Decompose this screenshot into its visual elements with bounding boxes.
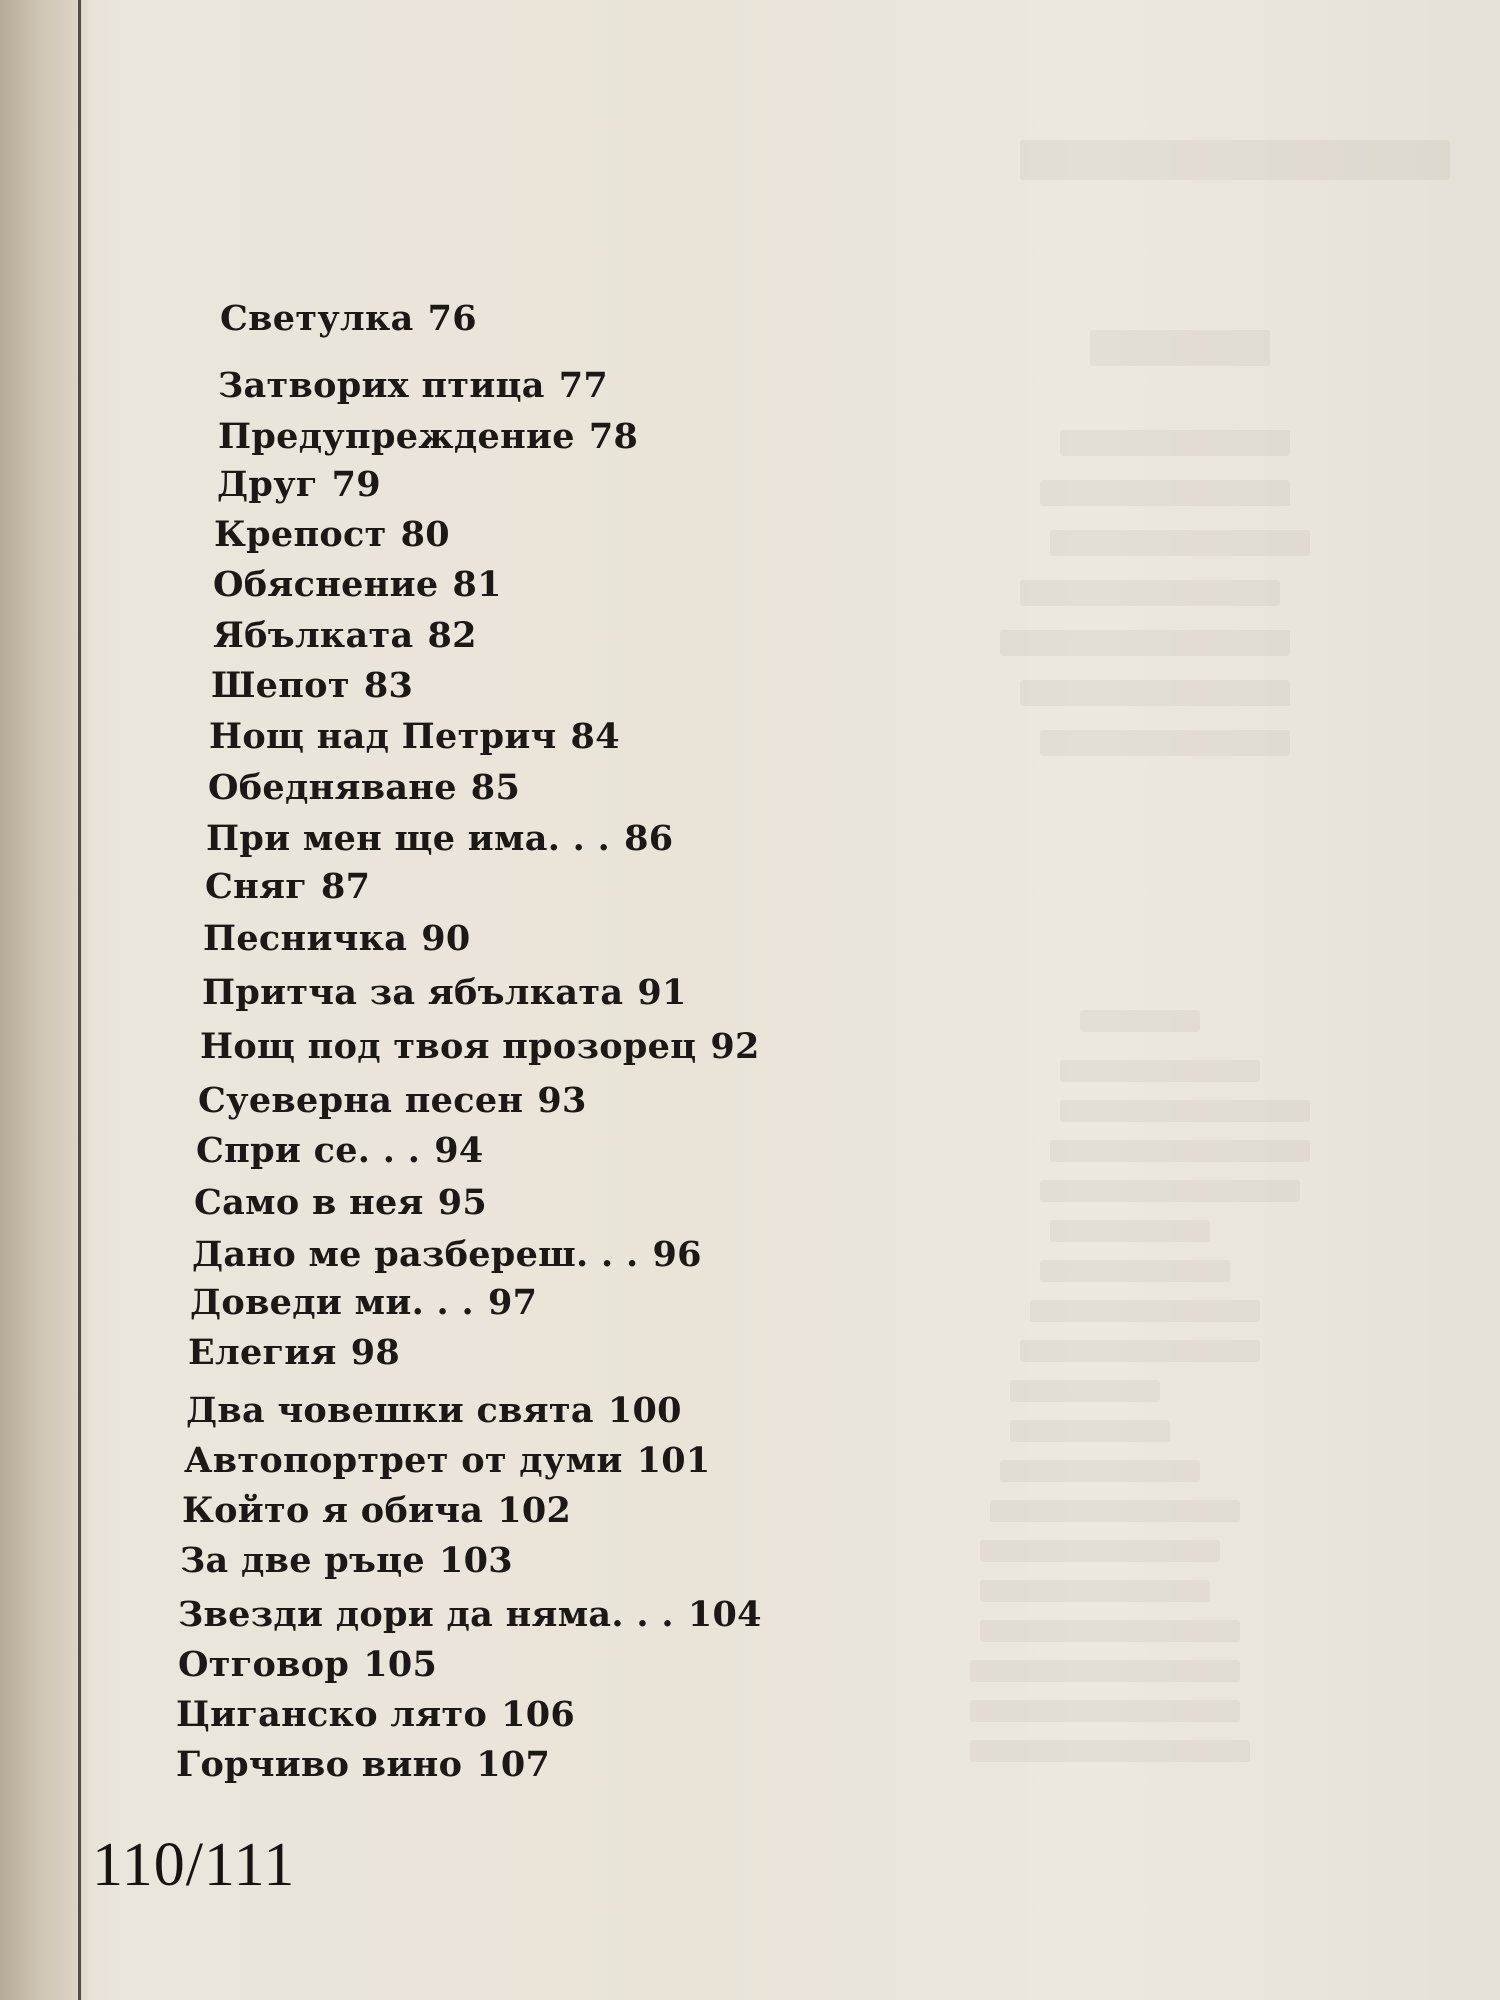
toc-entry	[176, 1744, 550, 1785]
toc-title: Два човешки свята	[186, 1390, 594, 1431]
toc-title: При мен ще има. . .	[206, 818, 611, 859]
toc-page-number: 78	[588, 416, 639, 457]
bleed-through-line	[1060, 1100, 1310, 1122]
spine-edge	[78, 0, 81, 2000]
bleed-through-line	[1020, 1340, 1260, 1362]
bleed-through-line	[1090, 330, 1270, 366]
bleed-through-line	[1060, 430, 1290, 456]
toc-title: Отговор	[178, 1644, 350, 1685]
toc-title: Само в нея	[194, 1182, 424, 1223]
toc-title: Предупреждение	[218, 416, 575, 457]
bleed-through-line	[970, 1660, 1240, 1682]
toc-entry	[205, 866, 370, 907]
toc-title: Нощ над Петрич	[209, 716, 557, 757]
toc-title: Притча за ябълката	[202, 972, 624, 1013]
toc-entry	[209, 716, 620, 757]
toc-entry	[213, 615, 477, 656]
toc-title: Обедняване	[208, 767, 457, 808]
toc-entry	[218, 365, 608, 406]
toc-entry	[214, 514, 450, 555]
toc-page-number: 102	[497, 1490, 572, 1531]
toc-entry	[213, 564, 502, 605]
bleed-through-line	[1040, 1260, 1230, 1282]
bleed-through-line	[1060, 1060, 1260, 1082]
bleed-through-line	[1020, 680, 1290, 706]
toc-page-number: 105	[363, 1644, 438, 1685]
toc-entry	[192, 1234, 702, 1275]
toc-title: Затворих птица	[218, 365, 545, 406]
toc-entry	[202, 972, 687, 1013]
toc-page-number: 96	[652, 1234, 702, 1275]
bleed-through-line	[1080, 1010, 1200, 1032]
toc-page-number: 91	[637, 972, 687, 1013]
toc-page-number: 76	[427, 298, 477, 339]
toc-title: Сняг	[205, 866, 307, 907]
toc-entry	[211, 665, 413, 706]
toc-entry	[176, 1694, 575, 1735]
toc-page-number: 101	[636, 1440, 711, 1481]
bleed-through-line	[1050, 1140, 1310, 1162]
toc-title: Светулка	[220, 298, 414, 339]
toc-page-number: 83	[363, 665, 414, 706]
toc-page-number: 92	[710, 1026, 760, 1067]
toc-title: За две ръце	[180, 1540, 425, 1581]
toc-title: Обяснение	[213, 564, 439, 605]
bleed-through-line	[1000, 1460, 1200, 1482]
toc-page-number: 80	[400, 514, 450, 555]
toc-page-number: 100	[607, 1390, 682, 1431]
bleed-through-line	[1010, 1380, 1160, 1402]
bleed-through-line	[980, 1540, 1220, 1562]
bleed-through-line	[1020, 140, 1450, 180]
bleed-through-line	[1020, 580, 1280, 606]
toc-page-number: 107	[476, 1744, 551, 1785]
bleed-through-line	[1040, 730, 1290, 756]
toc-title: Горчиво вино	[176, 1744, 463, 1785]
toc-page-number: 90	[421, 918, 471, 959]
toc-title: Песничка	[203, 918, 408, 959]
page-folio: 110/111	[92, 1831, 296, 1899]
toc-entry	[184, 1440, 711, 1481]
bleed-through-line	[970, 1700, 1240, 1722]
toc-title: Нощ под твоя прозорец	[200, 1026, 697, 1067]
toc-entry	[198, 1080, 587, 1121]
toc-page-number: 93	[537, 1080, 587, 1121]
toc-title: Звезди дори да няма. . .	[178, 1594, 674, 1635]
toc-title: Шепот	[211, 665, 350, 706]
bleed-through-line	[980, 1620, 1240, 1642]
toc-entry	[194, 1182, 487, 1223]
bleed-through-line	[1010, 1420, 1170, 1442]
bleed-through-line	[1050, 1220, 1210, 1242]
bleed-through-line	[1000, 630, 1290, 656]
toc-page-number: 95	[437, 1182, 488, 1223]
toc-entry	[220, 298, 477, 339]
toc-page-number: 81	[452, 564, 502, 605]
toc-entry	[182, 1490, 571, 1531]
toc-title: Друг	[217, 464, 318, 505]
toc-page-number: 106	[501, 1694, 576, 1735]
toc-title: Доведи ми. . .	[190, 1282, 475, 1323]
toc-entry	[200, 1026, 760, 1067]
bleed-through-line	[1040, 480, 1290, 506]
toc-entry	[190, 1282, 537, 1323]
toc-entry	[188, 1332, 400, 1373]
bleed-through-line	[1040, 1180, 1300, 1202]
toc-page-number: 98	[350, 1332, 400, 1373]
toc-entry	[178, 1594, 762, 1635]
toc-entry	[203, 918, 471, 959]
bleed-through-line	[990, 1500, 1240, 1522]
toc-entry	[186, 1390, 682, 1431]
toc-page-number: 84	[570, 716, 620, 757]
book-gutter	[0, 0, 88, 2000]
toc-title: Циганско лято	[176, 1694, 488, 1735]
toc-title: Крепост	[214, 514, 387, 555]
toc-entry	[218, 416, 638, 457]
toc-page-number: 87	[320, 866, 371, 907]
toc-entry	[206, 818, 673, 859]
toc-title: Суеверна песен	[198, 1080, 524, 1121]
toc-page-number: 94	[434, 1130, 484, 1171]
bleed-through-line	[1030, 1300, 1260, 1322]
toc-title: Дано ме разбереш. . .	[192, 1234, 639, 1275]
toc-title: Елегия	[188, 1332, 337, 1373]
toc-page-number: 79	[331, 464, 381, 505]
toc-entry	[217, 464, 381, 505]
toc-entry	[208, 767, 520, 808]
toc-page-number: 103	[438, 1540, 513, 1581]
toc-page-number: 82	[427, 615, 477, 656]
toc-page-number: 77	[558, 365, 609, 406]
toc-page-number: 97	[488, 1282, 538, 1323]
toc-title: Който я обича	[182, 1490, 484, 1531]
toc-page-number: 86	[624, 818, 674, 859]
toc-page-number: 104	[687, 1594, 762, 1635]
bleed-through-line	[1050, 530, 1310, 556]
toc-title: Автопортрет от думи	[184, 1440, 623, 1481]
toc-title: Спри се. . .	[196, 1130, 421, 1171]
toc-entry	[196, 1130, 484, 1171]
toc-entry	[178, 1644, 437, 1685]
bleed-through-line	[980, 1580, 1210, 1602]
toc-title: Ябълката	[213, 615, 414, 656]
toc-page-number: 85	[470, 767, 521, 808]
bleed-through-line	[970, 1740, 1250, 1762]
toc-entry	[180, 1540, 513, 1581]
